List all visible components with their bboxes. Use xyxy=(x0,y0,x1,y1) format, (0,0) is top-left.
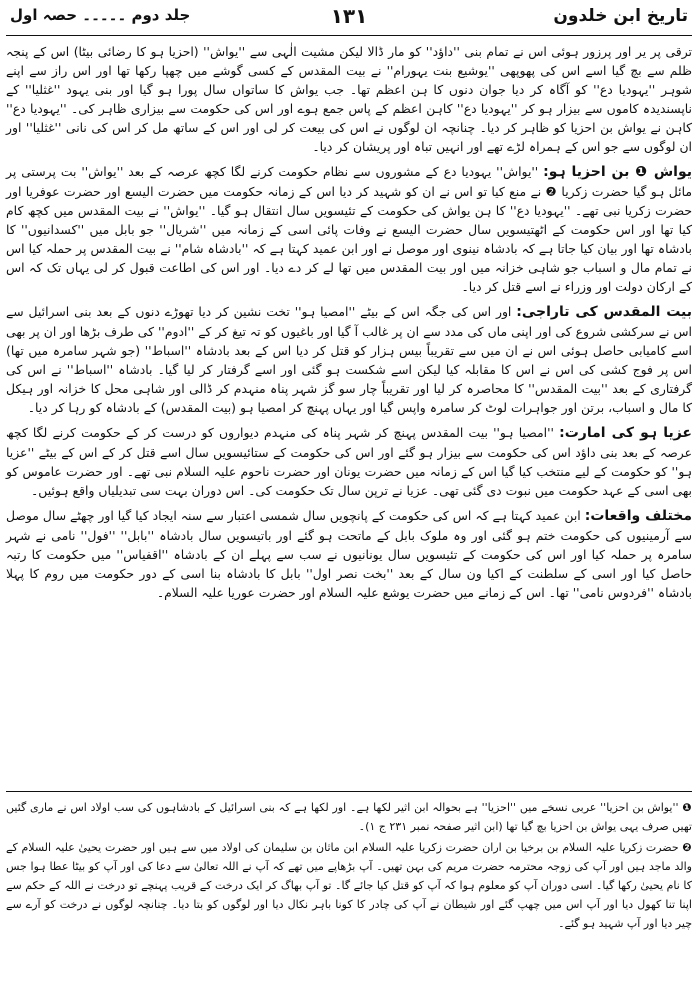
paragraph-text: ترقی پر یر اور پرزور ہوئی اس نے تمام بنی ''داؤد'' کو مار ڈالا لیکن مشیت الٰہی سے ''یواش'' (احزیا ہو کا رضائی بیٹا) اس کے پنجہ ظلم سے بچ گیا اسے اس کی پھوپھی ''یوشیع بنت یہورام'' نے بیت المقدس کے کسی گوشے میں چھپا رکھا تھا اور اس راز سے اپنے شوہر ''یہودیا دع'' کو آگاہ کر دیا جوان دنوں کا ہن اعظم تھا۔ جب یواش کا ساتواں سال پورا ہو گیا اور بنی یہود ''غثلیا'' کے ناپسندیدہ کاموں سے بیزار ہو کر ''یہودیا دع'' کاہن اعظم کے پاس جمع ہوے اور اس کی حکومت سے بیزاری ظاہر کی۔ ''یہودیا دع'' کاہن نے یواش بن احزیا کو ظاہر کر دیا۔ چنانچہ ان لوگوں نے اس کی بیعت کر لی اور اس کے ساتھ مل کر اس کی نانی ''غثلیا'' اور ان لوگوں سے جو اس کے ہمراہ لڑے تھے اور انہیں تباہ اور پریشان کر دیا۔ xyxy=(6,44,692,154)
section-heading: یواش ❶ بن احزیا ہو: xyxy=(543,164,692,180)
footnote-text: ''یواش بن احزیا'' عربی نسخے میں ''احزیا'' ہے بحوالہ ابن اثیر لکھا ہے۔ اور لکھا ہے کہ بنی اسرائیل کے بادشاہوں کی سب اولاد اس نے ماری گئیں تھیں صرف یہی یواش بن احزیا بچ گیا تھا (ابن اثیر صفحہ نمبر ۲۳۱ ج ۱)۔ xyxy=(6,801,692,833)
footnote xyxy=(6,838,692,933)
section-heading: بیت المقدس کی تاراجی: xyxy=(516,304,692,320)
section-heading: مختلف واقعات: xyxy=(584,508,692,524)
paragraph-text: ابن عمید کہتا ہے کہ اس کی حکومت کے پانچویں سال شمسی اعتبار سے سنہ ایجاد کیا گیا اور چھٹے سال موصل سے آرمینیوں کی حکومت ختم ہو گئی اور وہ ملوک بابل کے ماتحت ہو گئے اور باتیسویں سال بادشاہ ''بابل'' ''فول'' نامی نے شہر سامرہ پر حملہ کیا اور اس کی حکومت کے تئیسویں سال یونانیوں نے سب سے پہلے ان کے بادشاہ ''اقفیاس'' میں حکومت کا رتبہ حاصل کیا اور اسی کے سلطنت کے اکیا ون سال کے بعد ''بخت نصر اول'' بابل کا بادشاہ بنا اسی کے دور حکومت میں روم کا پہلا بادشاہ ''فردوس نامی'' تھا۔ اس کے زمانے میں حضرت یوشع علیہ السلام اور حضرت عوریا علیہ السلام۔ xyxy=(6,508,692,600)
footnote-number: ❷ xyxy=(682,841,693,854)
paragraph xyxy=(6,302,692,417)
volume-part: جلد دوم ۔۔۔۔۔ حصہ اول xyxy=(10,6,191,24)
page-number: ۱۳۱ xyxy=(330,4,368,28)
section-heading: عزیا ہو کی امارت: xyxy=(559,425,692,441)
main-text xyxy=(6,42,692,608)
footnote xyxy=(6,798,692,836)
header-rule xyxy=(6,35,692,36)
paragraph xyxy=(6,506,692,602)
footnotes xyxy=(6,798,692,935)
paragraph-text: ''امصیا ہو'' بیت المقدس پہنچ کر شہر پناہ کی منہدم دیواروں کو درست کر کے حکومت کرنے لگا کچھ عرصہ کے بعد بنی داؤد اس کی حکومت سے بیزار ہو گئے اور اس کی حکومت کے ستائیسویں سال اسے قتل کر کے اس کے بیٹے ''عزیا ہو'' کو حکومت کے لیے منتخب کیا گیا اس کے زمانہ میں حضرت یونان اور حضرت ناحوم علیہ السلام نبی تھے۔ اور حضرت عاموس کو بھی اسی کے عہد حکومت میں نبوت دی گئی تھی۔ عزیا نے ترپن سال تک حکومت کی۔ اس دوران بہت سی تبدیلیاں واقع ہوئیں۔ xyxy=(6,425,692,498)
footnote-number: ❶ xyxy=(682,801,692,814)
paragraph xyxy=(6,423,692,500)
paragraph-text: ''یواش'' یہودیا دع کے مشوروں سے نظام حکومت کرنے لگا کچھ عرصہ کے بعد ''یواش'' بت پرستی پر مائل ہو گیا حضرت زکریا ❷ نے منع کیا تو اس نے ان کو شہید کر دیا اس کے زمانہ حکومت میں حضرت الیسع اور حضرت عوفریا اور حضرت زکریا نبی تھے۔ ''یہودیا دع'' کا ہن یواش کی حکومت کے تئیسویں سال انتقال ہو گیا۔ ''یواش'' نے بیت المقدس میں کچھ کام کیا تھا اور اس حکومت کے اٹھتیسویں سال حضرت الیسع نے وفات پائی اسی کے زمانہ میں ''شریال'' جو بابل میں ''کسدانیوں'' کا بادشاہ تھا اور بیان کیا جاتا ہے کہ بادشاہ نینوی اور موصل نے اور ابن عمید کہتا ہے کہ ''بادشاہ شام'' نے بیت المقدس پر حملہ کیا اس نے تمام مال و اسباب جو شاہی خزانہ میں اور بیت المقدس میں تھا لے کر دے دیا۔ اور اس کی اطاعت قبول کر لی یہاں تک کہ اس کے ارکان دولت اور وزراء نے اسے قتل کر دیا۔ xyxy=(6,164,692,294)
footnotes-rule xyxy=(6,791,692,792)
footnote-text: حضرت زکریا علیہ السلام بن برخیا بن اران حضرت زکریا علیہ السلام ابن ماثان بن سلیمان کی اولاد میں سے ہیں اور حضرت یحییٰ علیہ السلام کے والد ماجد ہیں اور آپ کی زوجہ محترمہ حضرت مریم کی بہن تھیں۔ آپ بڑھاپے میں تھے کہ آپ نے اللہ تعالیٰ سے دعا کی اور آپ کو بیٹا عطا ہوا جس کا نام یحییٰ رکھا گیا۔ اسی دوران آپ کو معلوم ہوا کہ آپ کو قتل کیا جائے گا۔ تو آپ بھاگ کر ایک درخت کے قریب پہنچے تو درخت نے اللہ کے حکم سے اپنا تنا کھول دیا اور آپ اس میں چھپ گئے اور شیطان نے آپ کی چادر کا کونا باہر نکال دیا اور لوگوں کو بتا دیا۔ چنانچہ لوگوں نے درخت کو آرے سے چیر دیا اور آپ شہید ہو گئے۔ xyxy=(6,841,693,930)
paragraph-text: اور اس کی جگہ اس کے بیٹے ''امصیا ہو'' تخت نشین کر دیا تھوڑے دنوں کے بعد بنی اسرائیل سے اس نے سرکشی شروع کی اور اپنی ماں کی مدد سے ان پر غالب آ گیا اور باغیوں کو تہ تیغ کر کے ''ادوم'' کی طرف بڑھا اور ان پر بھی اسے کامیابی حاصل ہوئی اس نے ان میں سے تقریباً بیس ہزار کو قتل کر دیا اس کے بعد بادشاہ ''اسباط'' (جو شہر سامرہ میں تھا) اس پر فوج کشی کی اس نے اس کا مقابلہ کیا لیکن اسے شکست ہو گئی اور اسے گرفتار کر لیا گیا۔ بادشاہ ''اسباط'' نے اس کی گرفتاری کے بعد ''بیت المقدس'' کا محاصرہ کر لیا اور تقریباً چار سو گز شہر پناہ منہدم کر ڈالی اور شاہی محل کا خزانہ اور ہیکل کا مال و اسباب، برتن اور جواہرات لوٹ کر سامرہ واپس گیا اور یہاں پہنچ کر امصیا ہو (بیت المقدس) کے بادشاہ کو رہا کر دیا۔ xyxy=(6,304,692,415)
book-page xyxy=(6,4,692,982)
paragraph xyxy=(6,42,692,156)
book-title: تاریخ ابن خلدون xyxy=(553,6,688,26)
page-header xyxy=(6,4,692,36)
paragraph xyxy=(6,162,692,296)
